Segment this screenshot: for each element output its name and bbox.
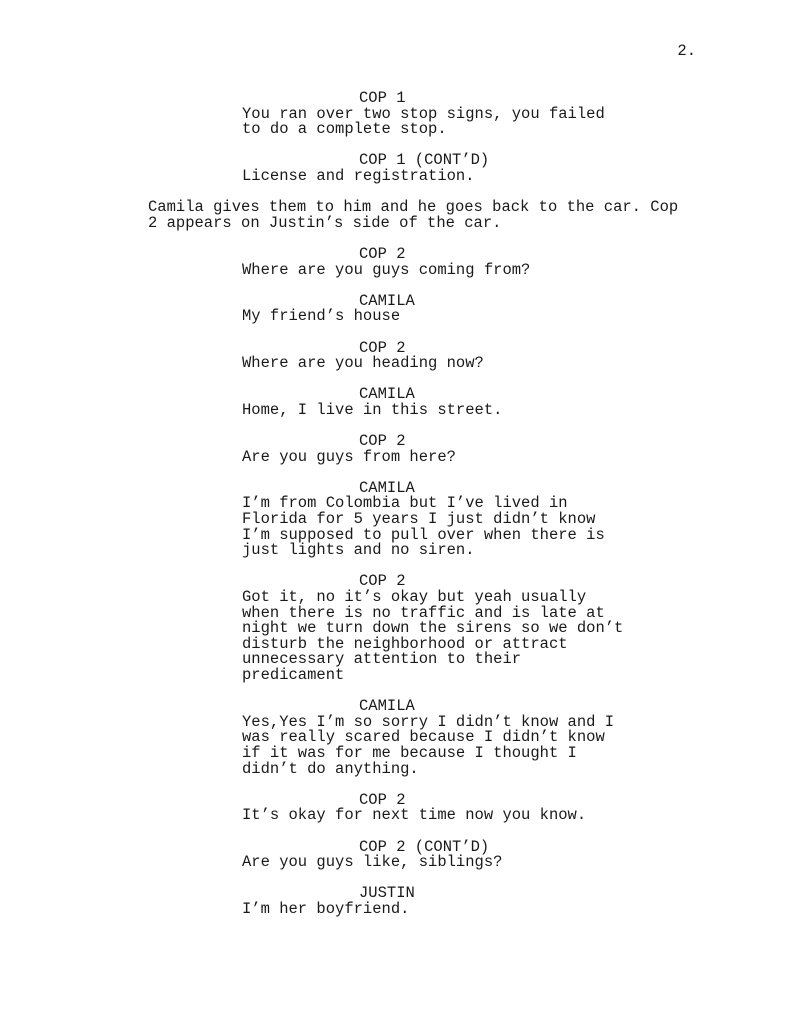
character-name: COP 2 (359, 244, 406, 263)
dialogue-line: Got it, no it’s okay but yeah usually (242, 588, 587, 606)
character-name: COP 2 (359, 572, 406, 591)
script-body (0, 91, 788, 933)
dialogue-line: My friend’s house (242, 307, 401, 326)
dialogue-block (0, 291, 788, 326)
dialogue-block (0, 338, 788, 373)
dialogue-line: night we turn down the sirens so we don’t (242, 619, 624, 638)
dialogue-block (0, 153, 788, 184)
dialogue-block (0, 837, 788, 872)
dialogue-line: It’s okay for next time now you know. (242, 806, 587, 825)
dialogue-line: You ran over two stop signs, you failed (242, 104, 605, 123)
dialogue-line: if it was for me because I thought I (242, 743, 577, 762)
character-name: COP 1 (359, 89, 406, 107)
dialogue-block (0, 387, 788, 418)
dialogue-line: Home, I live in this street. (242, 400, 503, 419)
dialogue-block (0, 244, 788, 279)
page-number: 2. (677, 42, 696, 60)
dialogue-line: I’m supposed to pull over when there is (242, 525, 605, 544)
character-name: JUSTIN (359, 884, 415, 903)
character-name: CAMILA (359, 697, 415, 716)
dialogue-line: predicament (242, 665, 345, 684)
action-line: 2 appears on Justin’s side of the car. (148, 213, 502, 232)
dialogue-line: just lights and no siren. (242, 541, 475, 560)
dialogue-line: I’m from Colombia but I’ve lived in (242, 494, 568, 513)
dialogue-line: was really scared because I didn’t know (242, 728, 605, 747)
dialogue-line: Where are you heading now? (242, 354, 484, 373)
dialogue-line: to do a complete stop. (242, 120, 447, 139)
dialogue-line: Florida for 5 years I just didn’t know (242, 510, 596, 529)
dialogue-block (0, 699, 788, 777)
dialogue-block (0, 886, 788, 917)
dialogue-line: I’m her boyfriend. (242, 899, 410, 918)
character-name: CAMILA (359, 478, 415, 497)
dialogue-line: didn’t do anything. (242, 759, 419, 778)
dialogue-block (0, 434, 788, 465)
dialogue-line: License and registration. (242, 166, 475, 185)
character-name: COP 1 (CONT’D) (359, 151, 490, 170)
character-name: COP 2 (359, 338, 406, 357)
dialogue-block (0, 478, 788, 560)
action-block (0, 200, 788, 231)
character-name: COP 2 (359, 432, 406, 451)
dialogue-block (0, 790, 788, 825)
dialogue-line: Are you guys from here? (242, 447, 456, 466)
character-name: CAMILA (359, 291, 415, 310)
dialogue-line: disturb the neighborhood or attract (242, 634, 568, 653)
action-line: Camila gives them to him and he goes back to the car. Cop (148, 198, 679, 217)
dialogue-block (0, 91, 788, 138)
dialogue-line: Are you guys like, siblings? (242, 853, 503, 872)
dialogue-line: unnecessary attention to their (242, 650, 522, 669)
dialogue-line: Yes,Yes I’m so sorry I didn’t know and I (242, 712, 615, 731)
dialogue-block (0, 574, 788, 683)
character-name: COP 2 (359, 790, 406, 809)
character-name: COP 2 (CONT’D) (359, 837, 490, 856)
dialogue-line: Where are you guys coming from? (242, 260, 531, 279)
character-name: CAMILA (359, 385, 415, 404)
dialogue-line: when there is no traffic and is late at (242, 603, 605, 622)
